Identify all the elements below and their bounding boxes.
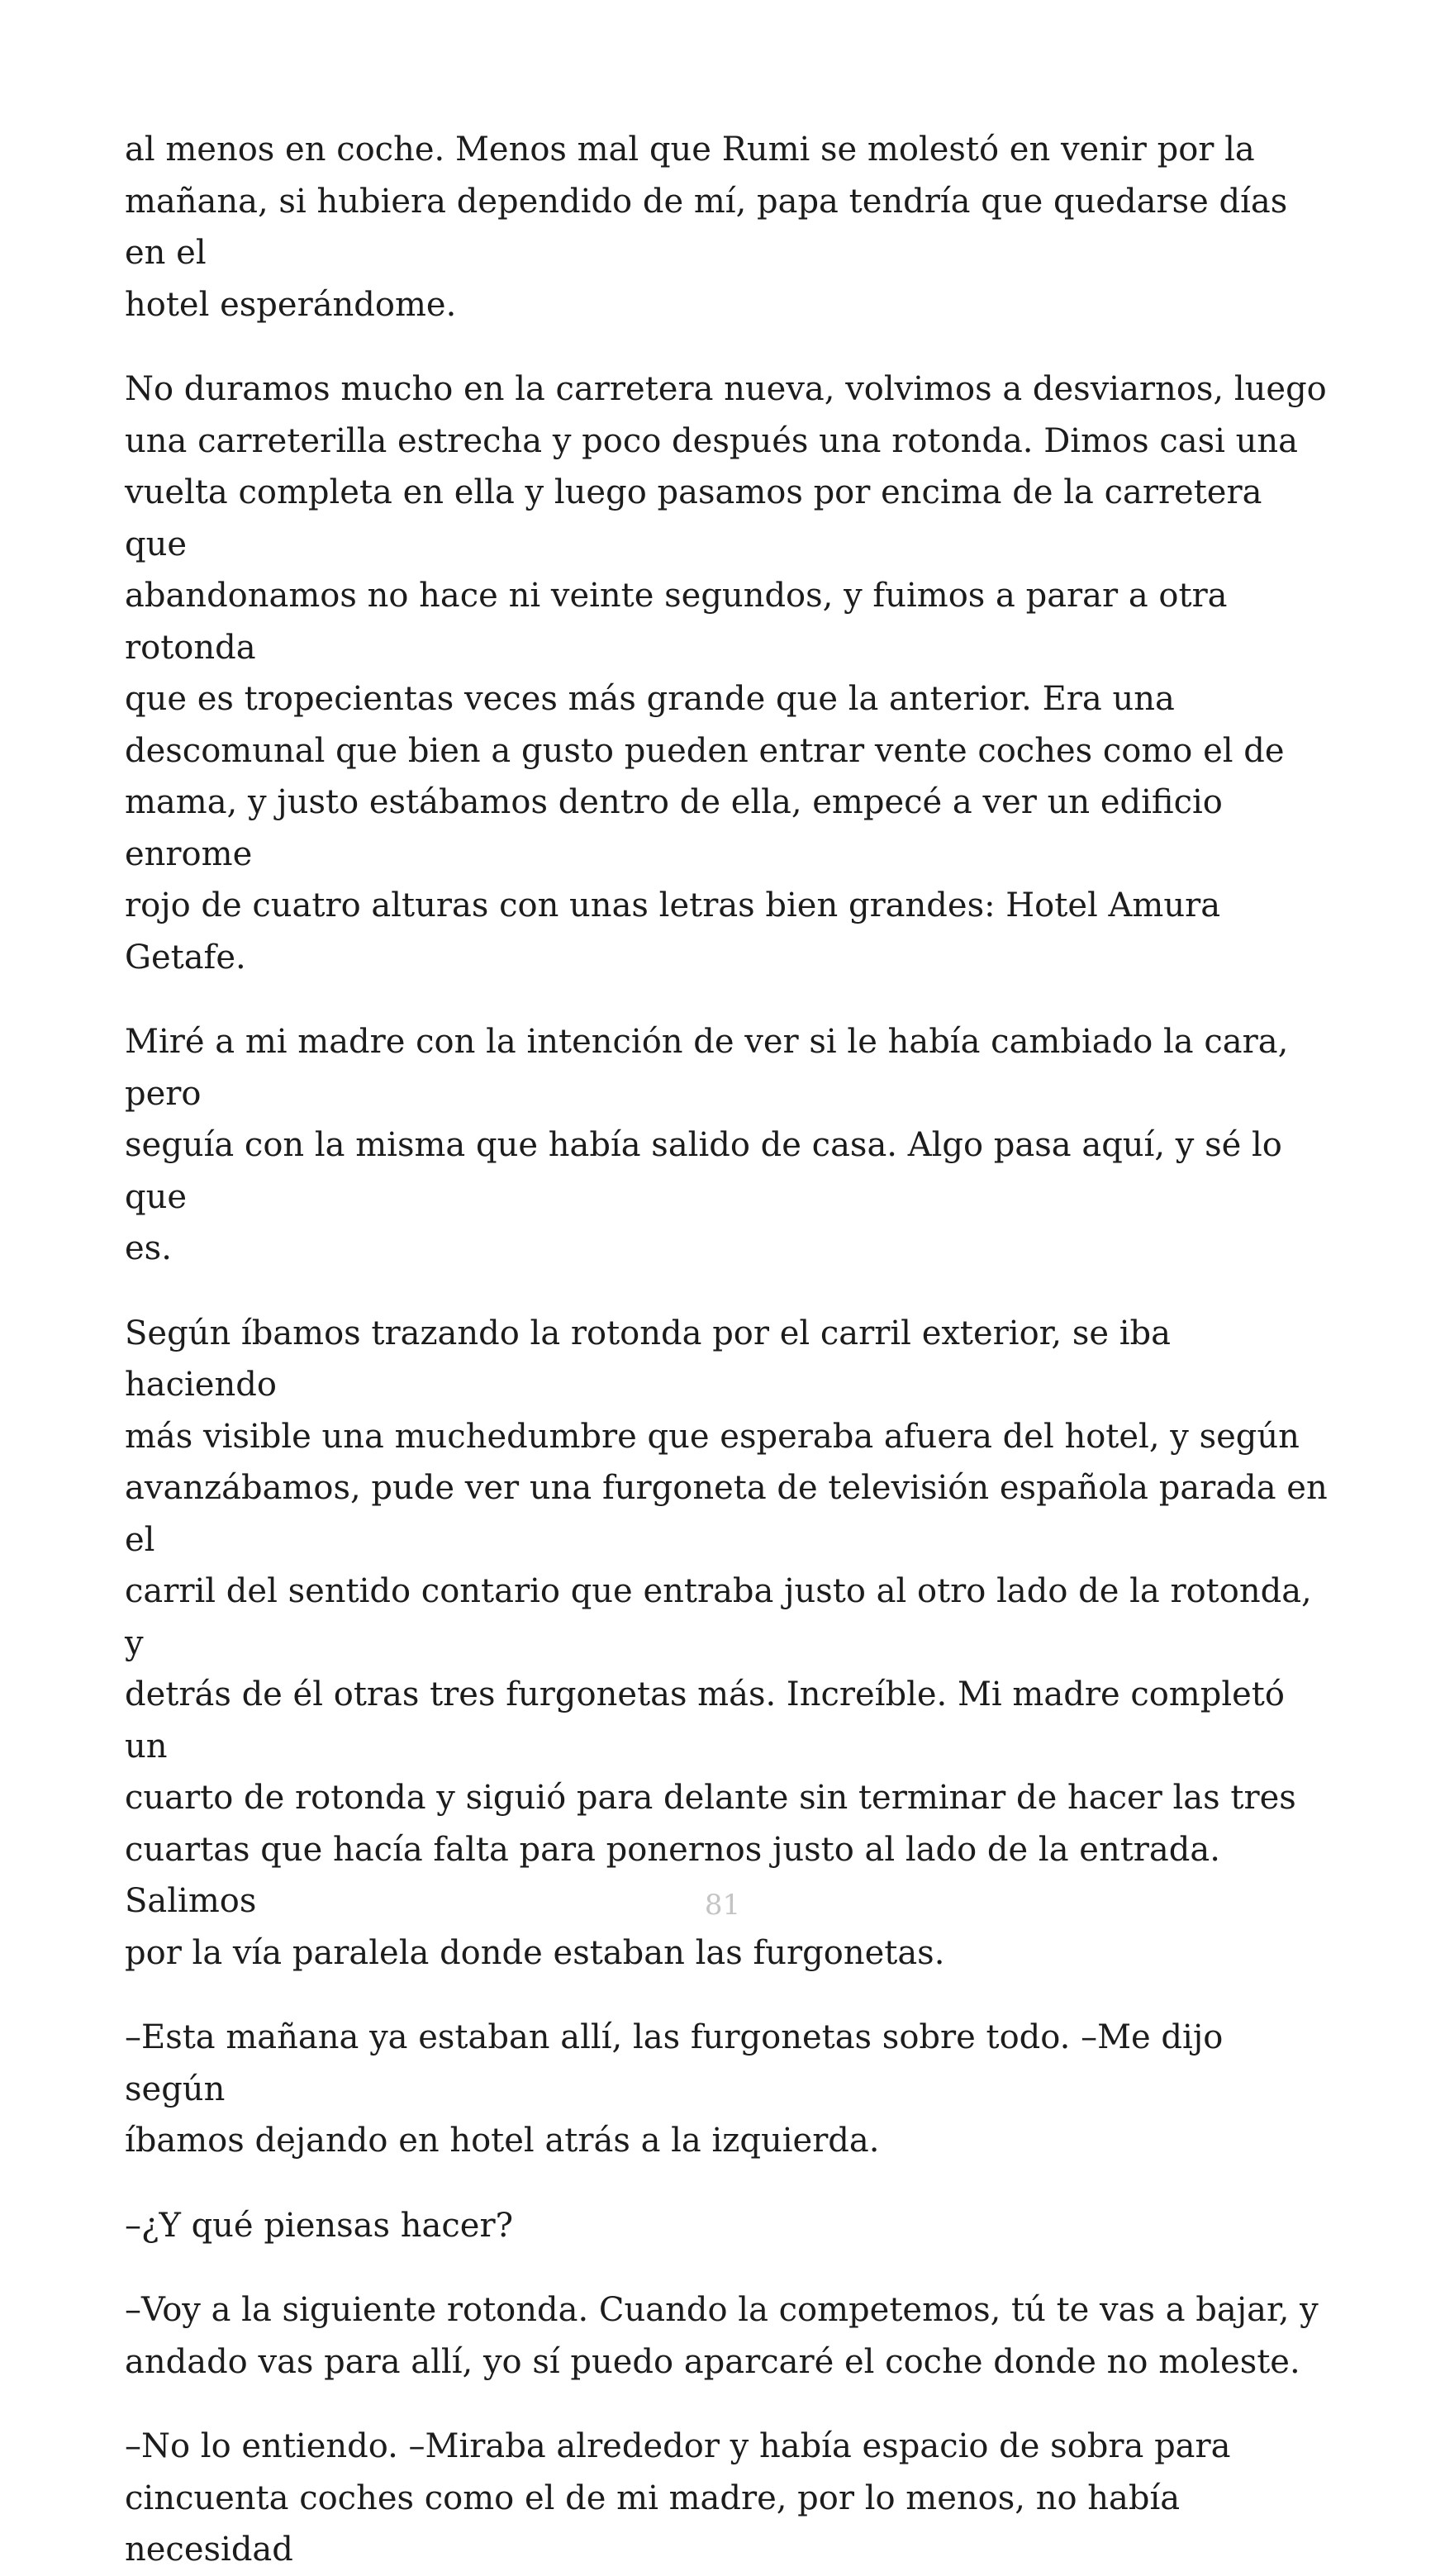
paragraph-2: No duramos mucho en la carretera nueva, volvimos a desviarnos, luego una carreterilla estrecha y poco después una rotonda. Dimos casi una vuelta completa en ella y luego pasamos por encima de la carretera que abandonamos no hace ni veinte segundos, y fuimos a parar a otra rotonda que es tropecientas veces más grande que la anterior. Era una descomunal que bien a gusto pueden entrar vente coches como el de mama, y justo estábamos dentro de ella, empecé a ver un edificio enrome rojo de cuatro alturas con unas letras bien grandes: Hotel Amura Getafe.	[125, 370, 1327, 977]
paragraph-6: –¿Y qué piensas hacer?	[125, 2206, 514, 2245]
paragraph-3: Miré a mi madre con la intención de ver si le había cambiado la cara, pero seguía con la misma que había salido de casa. Algo pasa aquí, y sé lo que es.	[125, 1023, 1289, 1267]
page-number: 81	[704, 1889, 741, 1922]
paragraph-5: –Esta mañana ya estaban allí, las furgonetas sobre todo. –Me dijo según íbamos dejando en hotel atrás a la izquierda.	[125, 2018, 1224, 2160]
paragraph-7: –Voy a la siguiente rotonda. Cuando la competemos, tú te vas a bajar, y andado vas para allí, yo sí puedo aparcaré el coche donde no moleste.	[125, 2291, 1319, 2381]
paragraph-4: Según íbamos trazando la rotonda por el carril exterior, se iba haciendo más visible una muchedumbre que esperaba afuera del hotel, y según avanzábamos, pude ver una furgoneta de televisión española parada en el carril del sentido contario que entraba justo al otro lado de la rotonda, y detrás de él otras tres furgonetas más. Increíble. Mi madre completó un cuarto de rotonda y siguió para delante sin terminar de hacer las tres cuartas que hacía falta para ponernos justo al lado de la entrada. Salimos por la vía paralela donde estaban las furgonetas.	[125, 1314, 1328, 1972]
body-text	[125, 124, 1331, 2576]
paragraph-8: –No lo entiendo. –Miraba alrededor y había espacio de sobra para cincuenta coches como el de mi madre, por lo menos, no había necesidad	[125, 2427, 1231, 2569]
paragraph-1: al menos en coche. Menos mal que Rumi se molestó en venir por la mañana, si hubiera dependido de mí, papa tendría que quedarse días en el hotel esperándome.	[125, 131, 1288, 324]
